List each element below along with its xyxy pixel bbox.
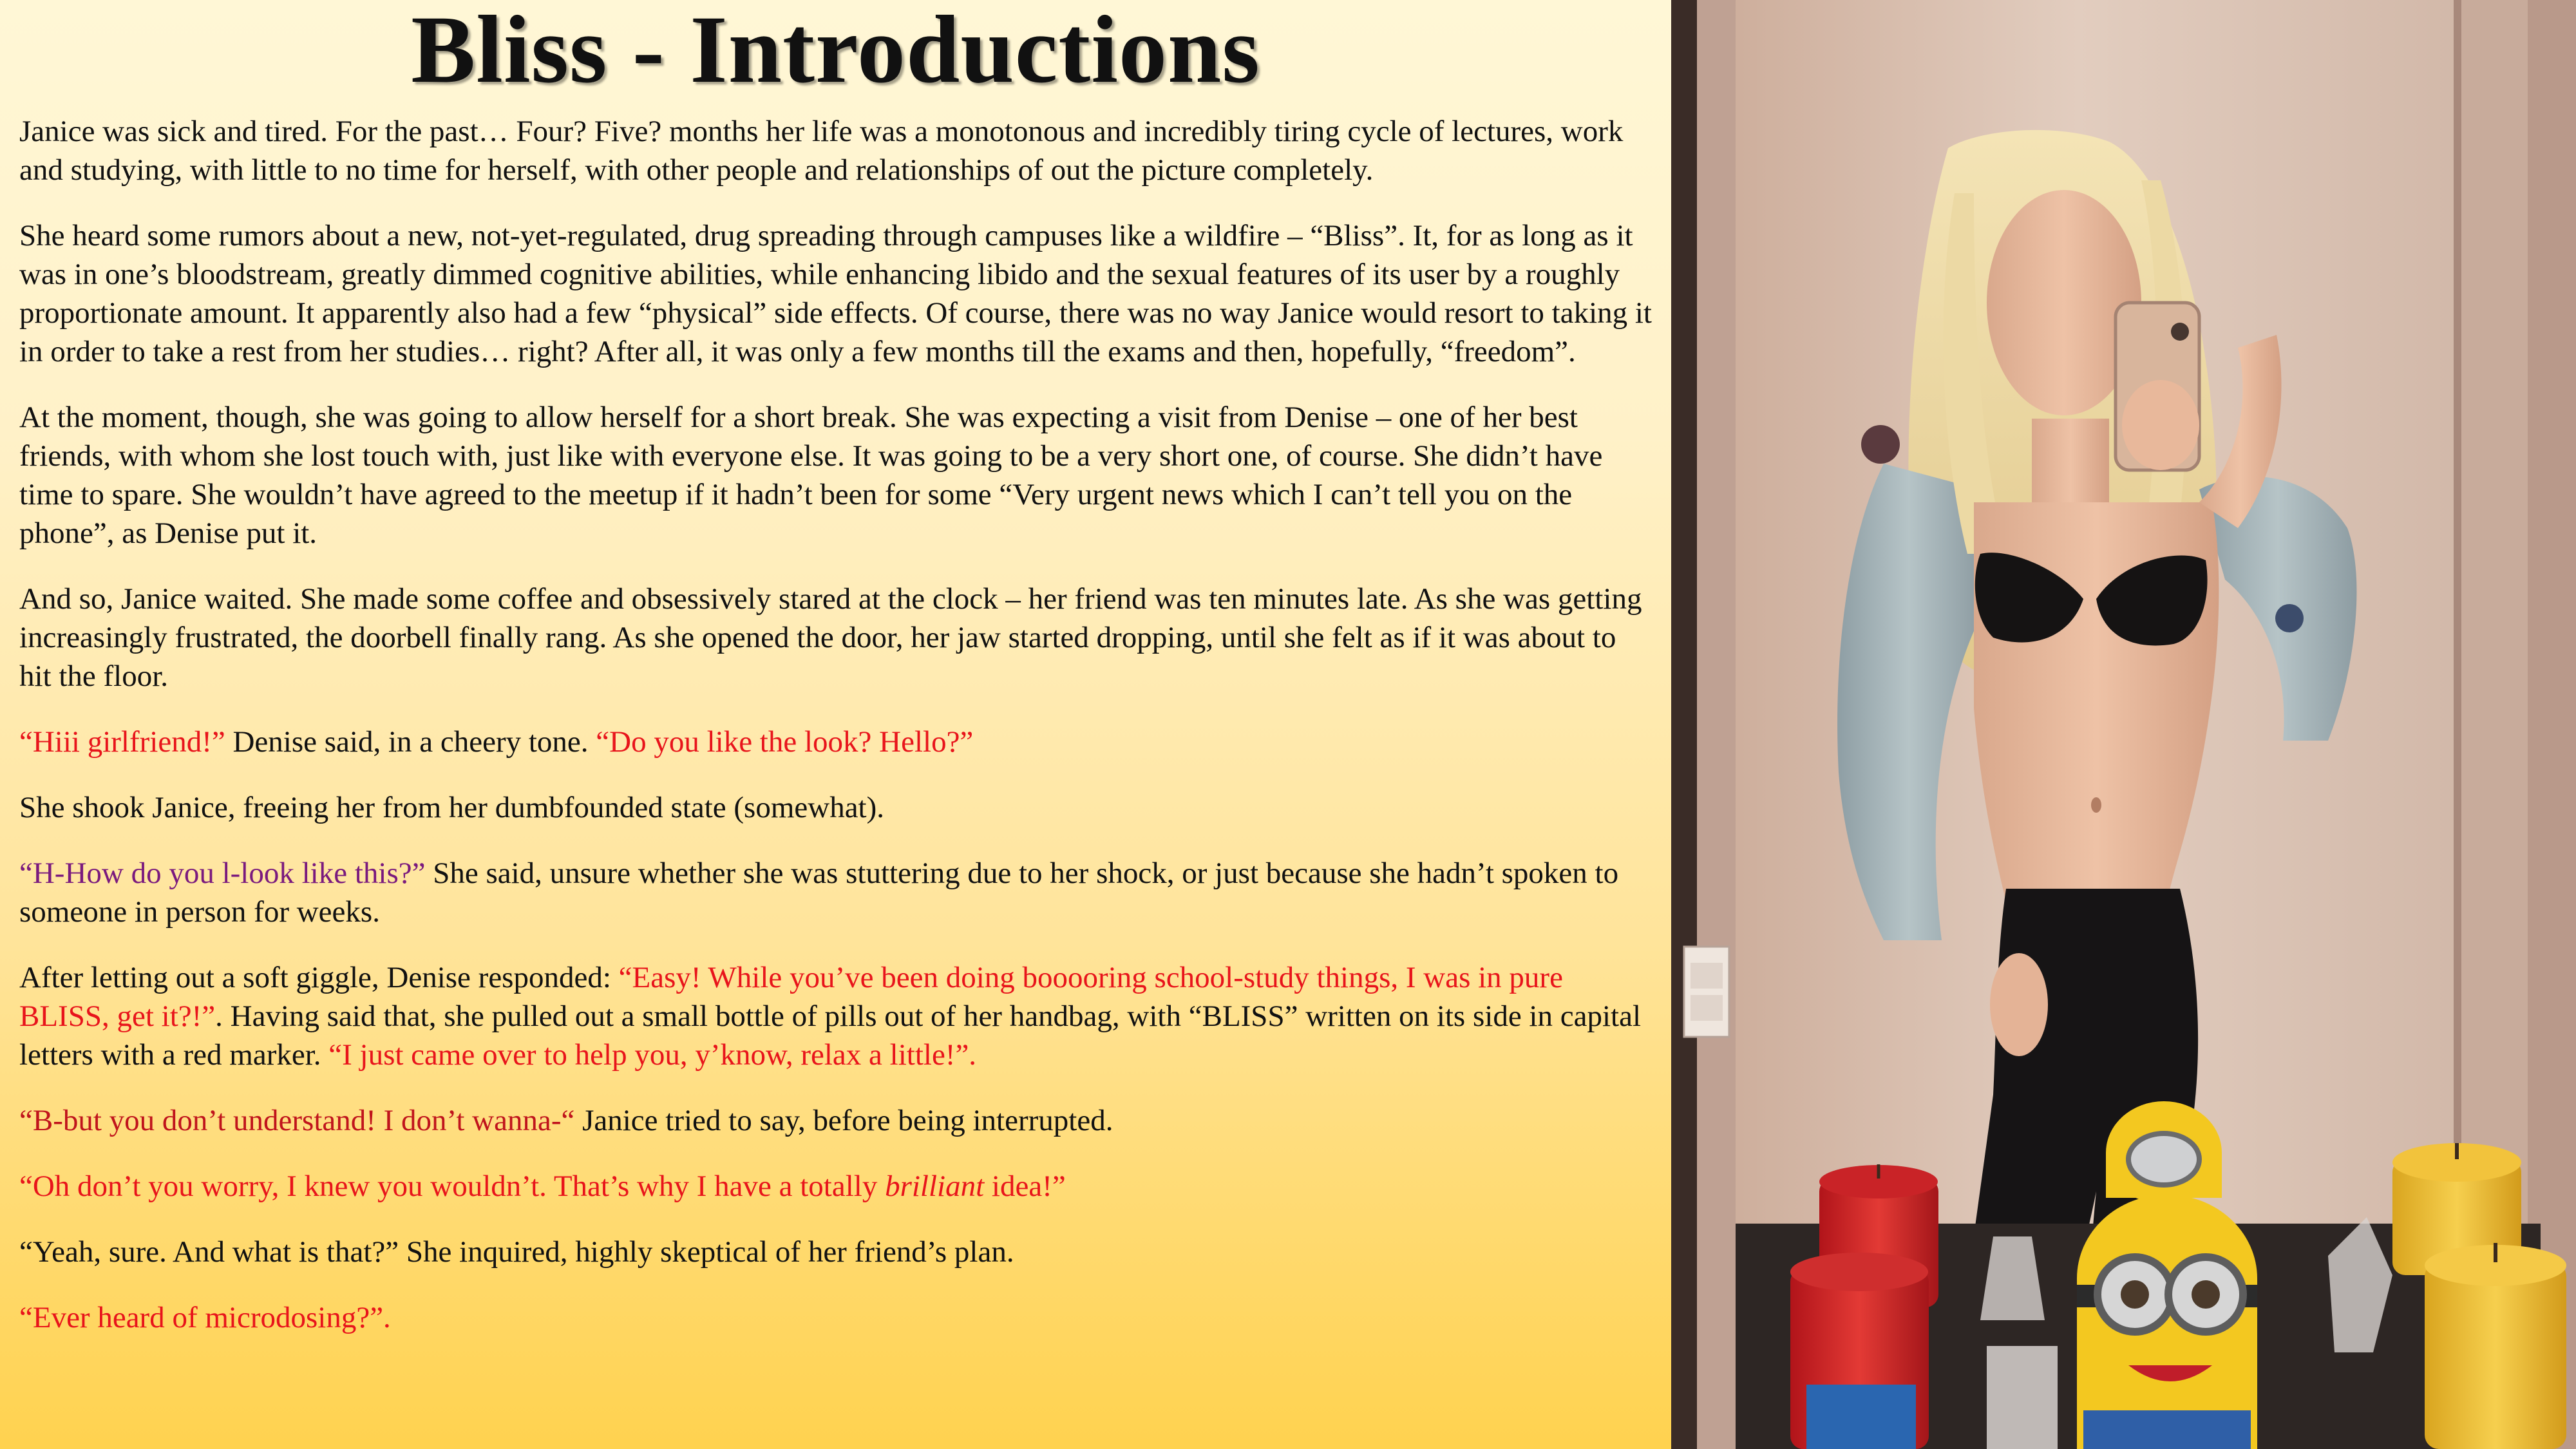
paragraph-8 bbox=[19, 958, 1652, 1074]
paragraph-10 bbox=[19, 1167, 1652, 1206]
emphasis-word: brilliant bbox=[885, 1170, 985, 1203]
paragraph-1: Janice was sick and tired. For the past… Four? Five? months her life was a monotonous and incredibly tiring cycle of lectures, work and studying, with little to no time for herself, with other people and relationships of out the picture completely. bbox=[19, 115, 1624, 187]
janice-speech: “H-How do you l-look like this?” bbox=[19, 857, 426, 890]
denise-speech: idea!” bbox=[984, 1170, 1066, 1203]
janice-speech: “B-but you don’t understand! I don’t wanna-“ bbox=[19, 1104, 575, 1137]
narration: Denise said, in a cheery tone. bbox=[225, 725, 596, 759]
story-title: Bliss - Introductions bbox=[411, 0, 1260, 103]
paragraph-6: She shook Janice, freeing her from her dumbfounded state (somewhat). bbox=[19, 791, 885, 824]
narration: . Having said that, she pulled out a small bottle of pills out of her handbag, with “BLISS” written on its side in capital letters with a red marker. bbox=[19, 999, 1641, 1072]
paragraph-4: And so, Janice waited. She made some coffee and obsessively stared at the clock – her friend was ten minutes late. As she was getting increasingly frustrated, the doorbell finally rang. As she opened the door, her jaw started dropping, until she felt as if it was about to hit the floor. bbox=[19, 582, 1642, 693]
denise-speech: “Oh don’t you worry, I knew you wouldn’t. That’s why I have a totally bbox=[19, 1170, 886, 1203]
paragraph-7 bbox=[19, 854, 1652, 931]
paragraph-3: At the moment, though, she was going to allow herself for a short break. She was expecting a visit from Denise – one of her best friends, with whom she lost touch with, just like with everyone else. It was going to be a very short one, of course. She didn’t have time to spare. She wouldn’t have agreed to the meetup if it hadn’t been for some “Very urgent news which I can’t tell you on the phone”, as Denise put it. bbox=[19, 401, 1603, 550]
narration: She said, unsure whether she was stuttering due to her shock, or just because she hadn’t spoken to someone in person for weeks. bbox=[19, 857, 1619, 929]
mirror-photo bbox=[1671, 0, 2576, 1449]
narration: Janice tried to say, before being interrupted. bbox=[574, 1104, 1113, 1137]
narration: After letting out a soft giggle, Denise responded: bbox=[19, 961, 619, 994]
story-body bbox=[19, 112, 1652, 1337]
denise-speech: “Hiii girlfriend!” bbox=[19, 725, 225, 759]
paragraph-5 bbox=[19, 723, 1652, 761]
denise-speech: “Do you like the look? Hello?” bbox=[596, 725, 974, 759]
paragraph-12: “Ever heard of microdosing?”. bbox=[19, 1301, 391, 1334]
paragraph-9 bbox=[19, 1101, 1652, 1140]
denise-speech: “Easy! While you’ve been doing booooring school-study things, I was in pure BLISS, get it?!” bbox=[19, 961, 1563, 1033]
paragraph-2: She heard some rumors about a new, not-yet-regulated, drug spreading through campuses like a wildfire – “Bliss”. It, for as long as it was in one’s bloodstream, greatly dimmed cognitive abilities, while enhancing libido and the sexual features of its user by a roughly proportionate amount. It apparently also had a few “physical” side effects. Of course, there was no way Janice would resort to taking it in order to take a rest from her studies… right? After all, it was only a few months till the exams and then, hopefully, “freedom”. bbox=[19, 219, 1652, 368]
mirror-selfie-illustration bbox=[1671, 0, 2576, 1449]
denise-speech: “I just came over to help you, y’know, relax a little!”. bbox=[328, 1038, 977, 1072]
paragraph-11: “Yeah, sure. And what is that?” She inquired, highly skeptical of her friend’s plan. bbox=[19, 1235, 1014, 1269]
